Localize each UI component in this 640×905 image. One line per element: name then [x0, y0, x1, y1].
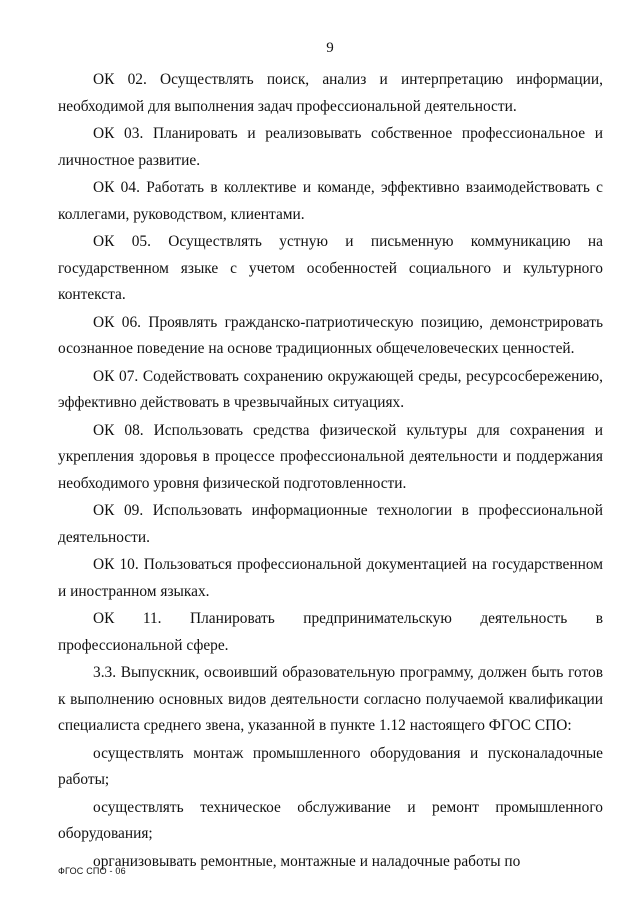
paragraph-3-3: 3.3. Выпускник, освоивший образовательную программу, должен быть готов к выполнению основных видов деятельности согласно получаемой квалификации специалиста среднего звена, указанной в пункте 1.12 настоящего ФГОС СПО: [58, 664, 603, 734]
paragraph-ok-06: ОК 06. Проявлять гражданско-патриотическую позицию, демонстрировать осознанное поведение на основе традиционных общечеловеческих ценностей. [58, 313, 603, 357]
paragraph-ok-10: ОК 10. Пользоваться профессиональной документацией на государственном и иностранном языках. [58, 556, 603, 600]
paragraph-ok-04: ОК 04. Работать в коллективе и команде, эффективно взаимодействовать с коллегами, руководством, клиентами. [58, 179, 603, 223]
paragraph-ok-07: ОК 07. Содействовать сохранению окружающей среды, ресурсосбережению, эффективно действовать в чрезвычайных ситуациях. [58, 367, 603, 411]
paragraph-ok-05: ОК 05. Осуществлять устную и письменную коммуникацию на государственном языке с учетом особенностей социального и культурного контекста. [58, 233, 603, 303]
paragraph-ok-02: ОК 02. Осуществлять поиск, анализ и интерпретацию информации, необходимой для выполнения задач профессиональной деятельности. [58, 71, 603, 115]
paragraph-ok-11: ОК 11. Планировать предпринимательскую деятельность в профессиональной сфере. [58, 610, 603, 654]
paragraph-ok-09: ОК 09. Использовать информационные технологии в профессиональной деятельности. [58, 502, 603, 546]
footer-label: ФГОС СПО - 06 [58, 866, 126, 876]
paragraph-ok-08: ОК 08. Использовать средства физической культуры для сохранения и укрепления здоровья в процессе профессиональной деятельности и поддержания необходимого уровня физической подготовленности. [58, 421, 603, 492]
activity-item-mounting: осуществлять монтаж промышленного оборудования и пусконаладочные работы; [58, 744, 603, 788]
activity-item-organizing: организовывать ремонтные, монтажные и наладочные работы по [93, 852, 521, 870]
page-number: 9 [326, 40, 334, 56]
activity-item-maintenance: осуществлять техническое обслуживание и ремонт промышленного оборудования; [58, 798, 603, 842]
document-body [58, 67, 603, 875]
paragraph-ok-03: ОК 03. Планировать и реализовывать собственное профессиональное и личностное развитие. [58, 125, 603, 169]
